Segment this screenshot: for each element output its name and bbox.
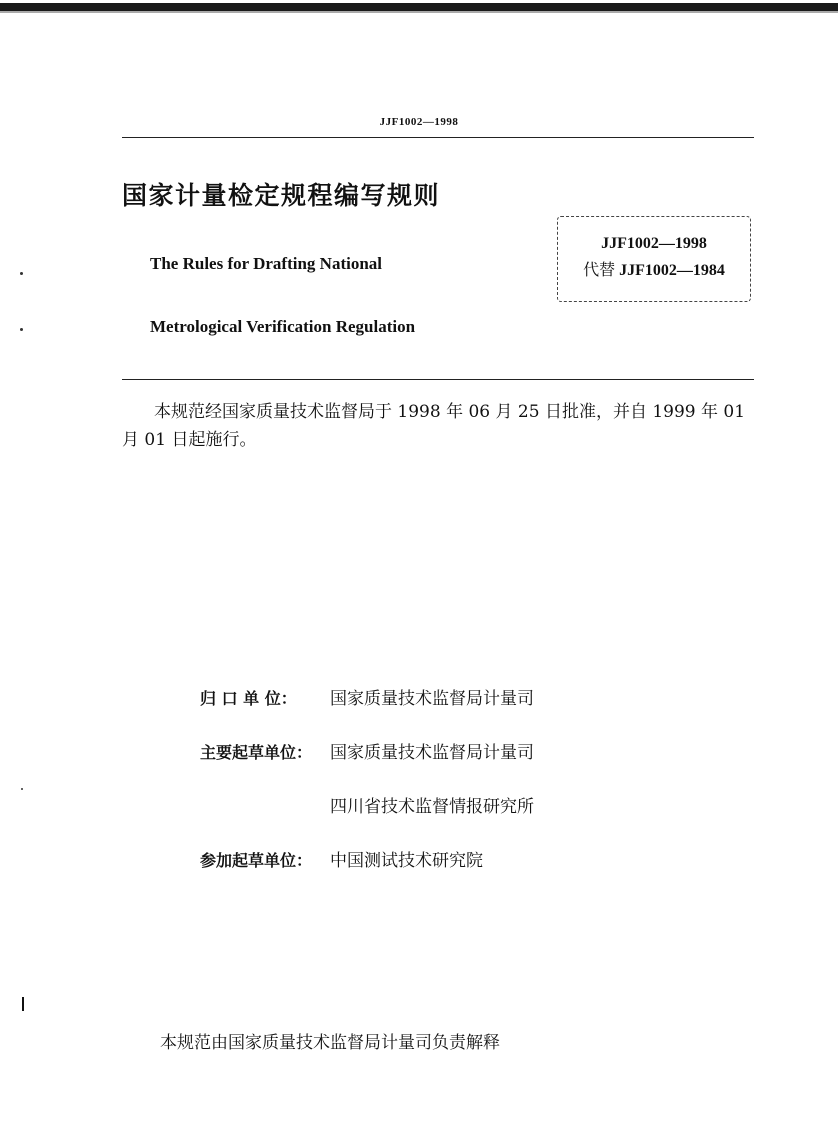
page-header-code: JJF1002—1998 — [379, 116, 459, 128]
document-title-en-line1: The Rules for Drafting National — [150, 254, 383, 273]
scan-edge-shadow-secondary — [0, 11, 838, 13]
replaced-standard-code: JJF1002—1984 — [619, 262, 725, 279]
org-value: 国家质量技术监督局计量司 — [330, 689, 534, 709]
replaced-standard-line — [558, 257, 750, 280]
scan-speck — [21, 788, 23, 790]
current-standard-code: JJF1002—1998 — [601, 235, 707, 252]
interpretation-note: 本规范由国家质量技术监督局计量司负责解释 — [160, 1033, 500, 1053]
org-value: 四川省技术监督情报研究所 — [330, 797, 534, 817]
document-title-en-line2: Metrological Verification Regulation — [150, 317, 416, 336]
org-row-main-drafter-2 — [200, 792, 534, 817]
document-title-cn: 国家计量检定规程编写规则 — [122, 181, 441, 210]
org-row-responsible — [200, 684, 534, 709]
org-row-main-drafter — [200, 738, 534, 763]
replaces-prefix: 代替 — [583, 262, 616, 279]
header-rule — [122, 137, 754, 138]
approval-paragraph: 本规范经国家质量技术监督局于 1998 年 06 月 25 日批准，并自 1999 年 01 月 01 日起施行。 — [122, 402, 746, 450]
org-label: 参加起草单位： — [200, 851, 313, 870]
org-value: 国家质量技术监督局计量司 — [330, 743, 534, 763]
org-value: 中国测试技术研究院 — [330, 851, 483, 871]
standard-code-box — [557, 216, 751, 302]
org-label: 归 口 单 位： — [200, 689, 297, 708]
org-label: 主要起草单位： — [200, 743, 313, 762]
scan-mark — [22, 997, 24, 1011]
org-row-participating-drafter — [200, 846, 483, 871]
scan-speck — [20, 328, 23, 331]
scan-edge-shadow — [0, 3, 838, 11]
scan-speck — [20, 272, 23, 275]
title-section-rule — [122, 379, 754, 380]
